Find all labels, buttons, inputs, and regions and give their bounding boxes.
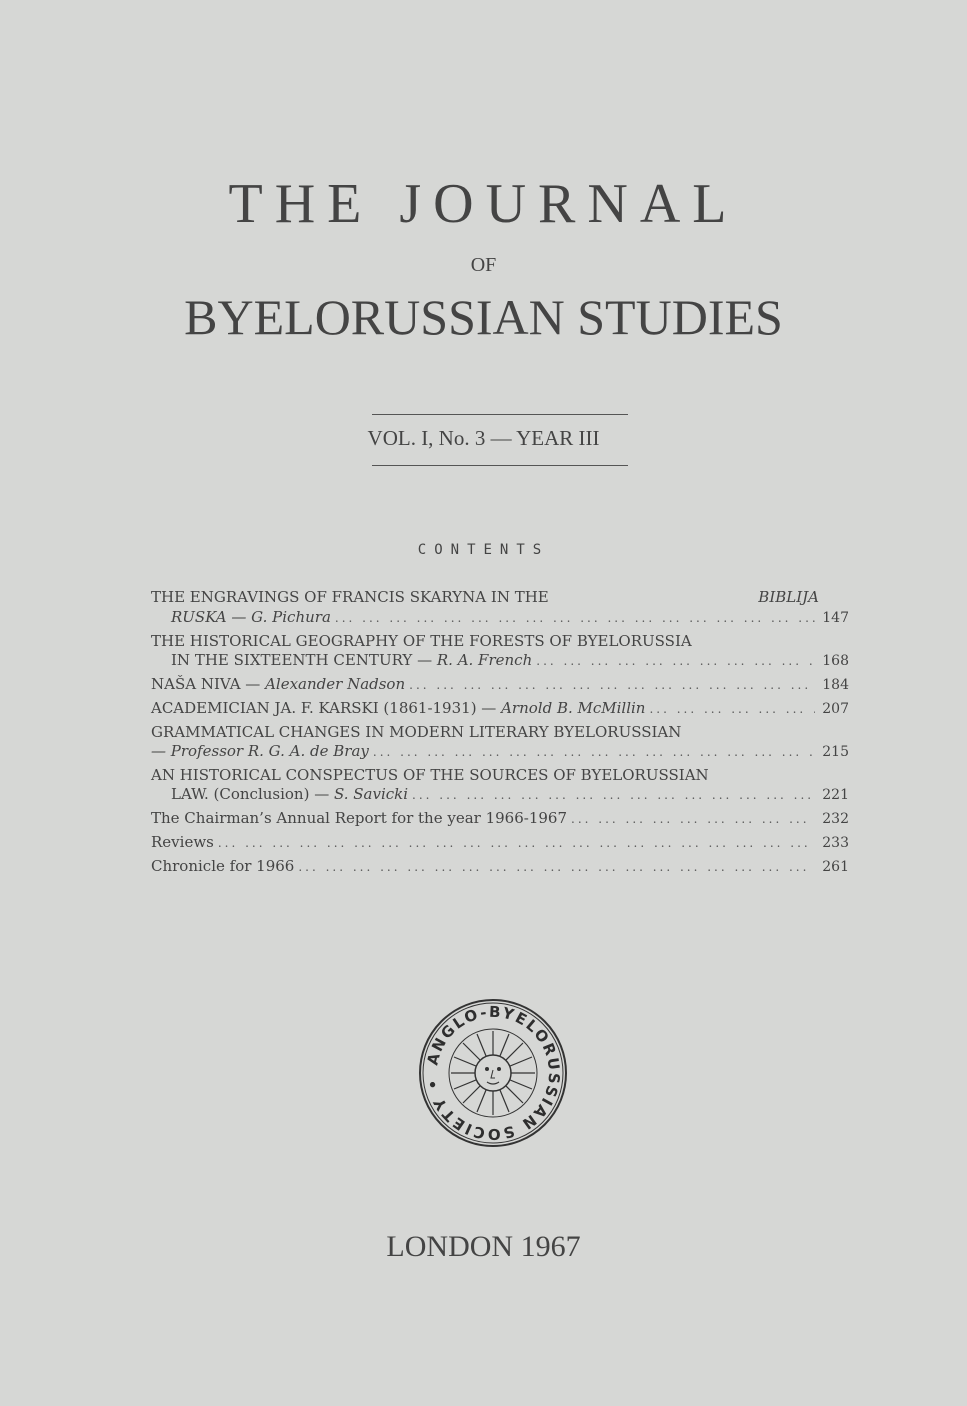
- toc-entry-title: AN HISTORICAL CONSPECTUS OF THE SOURCES OF BYELORUSSIAN: [151, 766, 709, 784]
- toc-entry: [151, 833, 849, 853]
- toc-page-number: 232: [822, 811, 849, 827]
- svg-text:ANGLO-BYELORUSSIAN SOCIETY •: ANGLO-BYELORUSSIAN SOCIETY •: [423, 1002, 564, 1144]
- toc-entry-title-cont: LAW. (Conclusion) —: [171, 785, 334, 803]
- leader-dots: [571, 810, 815, 829]
- toc-page-number: 261: [822, 859, 849, 875]
- toc-entry-author: — Professor R. G. A. de Bray: [151, 742, 369, 760]
- toc-entry-title: THE HISTORICAL GEOGRAPHY OF THE FORESTS OF BYELORUSSIA: [151, 632, 692, 650]
- contents-heading: CONTENTS: [417, 542, 550, 558]
- leader-dots: [218, 834, 815, 853]
- toc-entry-title: NAŠA NIVA —: [151, 675, 266, 693]
- toc-entry: [151, 675, 849, 695]
- journal-title: THE JOURNAL: [228, 173, 739, 235]
- toc-entry: [151, 632, 849, 671]
- toc-entry-title: Chronicle for 1966: [151, 857, 295, 875]
- toc-page-number: 221: [822, 787, 849, 803]
- toc-page-number: 184: [822, 677, 849, 693]
- toc-entry: [151, 723, 849, 762]
- toc-page-number: 233: [822, 835, 849, 851]
- table-of-contents: [151, 588, 849, 881]
- leader-dots: [412, 786, 815, 805]
- toc-entry-author: Arnold B. McMillin: [501, 699, 646, 717]
- toc-page-number: 207: [822, 701, 849, 717]
- toc-entry: [151, 809, 849, 829]
- toc-entry-author: R. A. French: [436, 651, 533, 669]
- publication-place-year: LONDON 1967: [386, 1230, 581, 1263]
- leader-dots: [335, 609, 815, 628]
- toc-entry-title-italic: BIBLIJA: [758, 588, 819, 606]
- toc-entry-author: S. Savicki: [333, 785, 409, 803]
- toc-entry-author: Alexander Nadson: [265, 675, 406, 693]
- toc-entry-title-cont: RUSKA — G. Pichura: [171, 608, 331, 626]
- toc-page-number: 215: [822, 744, 849, 760]
- toc-entry-title: The Chairman’s Annual Report for the year 1966-1967: [151, 809, 568, 827]
- sun-face-seal-icon: [418, 998, 568, 1148]
- toc-entry-title-cont: IN THE SIXTEENTH CENTURY —: [171, 651, 437, 669]
- toc-entry-title: GRAMMATICAL CHANGES IN MODERN LITERARY BYELORUSSIAN: [151, 723, 682, 741]
- leader-dots: [649, 700, 815, 719]
- volume-label: VOL. I, No. 3 — YEAR III: [367, 426, 600, 450]
- toc-page-number: 147: [822, 610, 849, 626]
- toc-entry: [151, 588, 849, 628]
- toc-page-number: 168: [822, 653, 849, 669]
- journal-subtitle: BYELORUSSIAN STUDIES: [184, 289, 783, 345]
- toc-entry-title: ACADEMICIAN JA. F. KARSKI (1861-1931) —: [151, 699, 502, 717]
- toc-entry-title: THE ENGRAVINGS OF FRANCIS SKARYNA IN THE: [151, 588, 549, 606]
- leader-dots: [373, 743, 815, 762]
- toc-entry: [151, 699, 849, 719]
- leader-dots: [536, 652, 815, 671]
- leader-dots: [298, 858, 815, 877]
- toc-entry-title: Reviews: [151, 833, 214, 851]
- toc-entry: [151, 857, 849, 877]
- toc-entry: [151, 766, 849, 805]
- journal-title-of: OF: [470, 254, 497, 276]
- leader-dots: [409, 676, 815, 695]
